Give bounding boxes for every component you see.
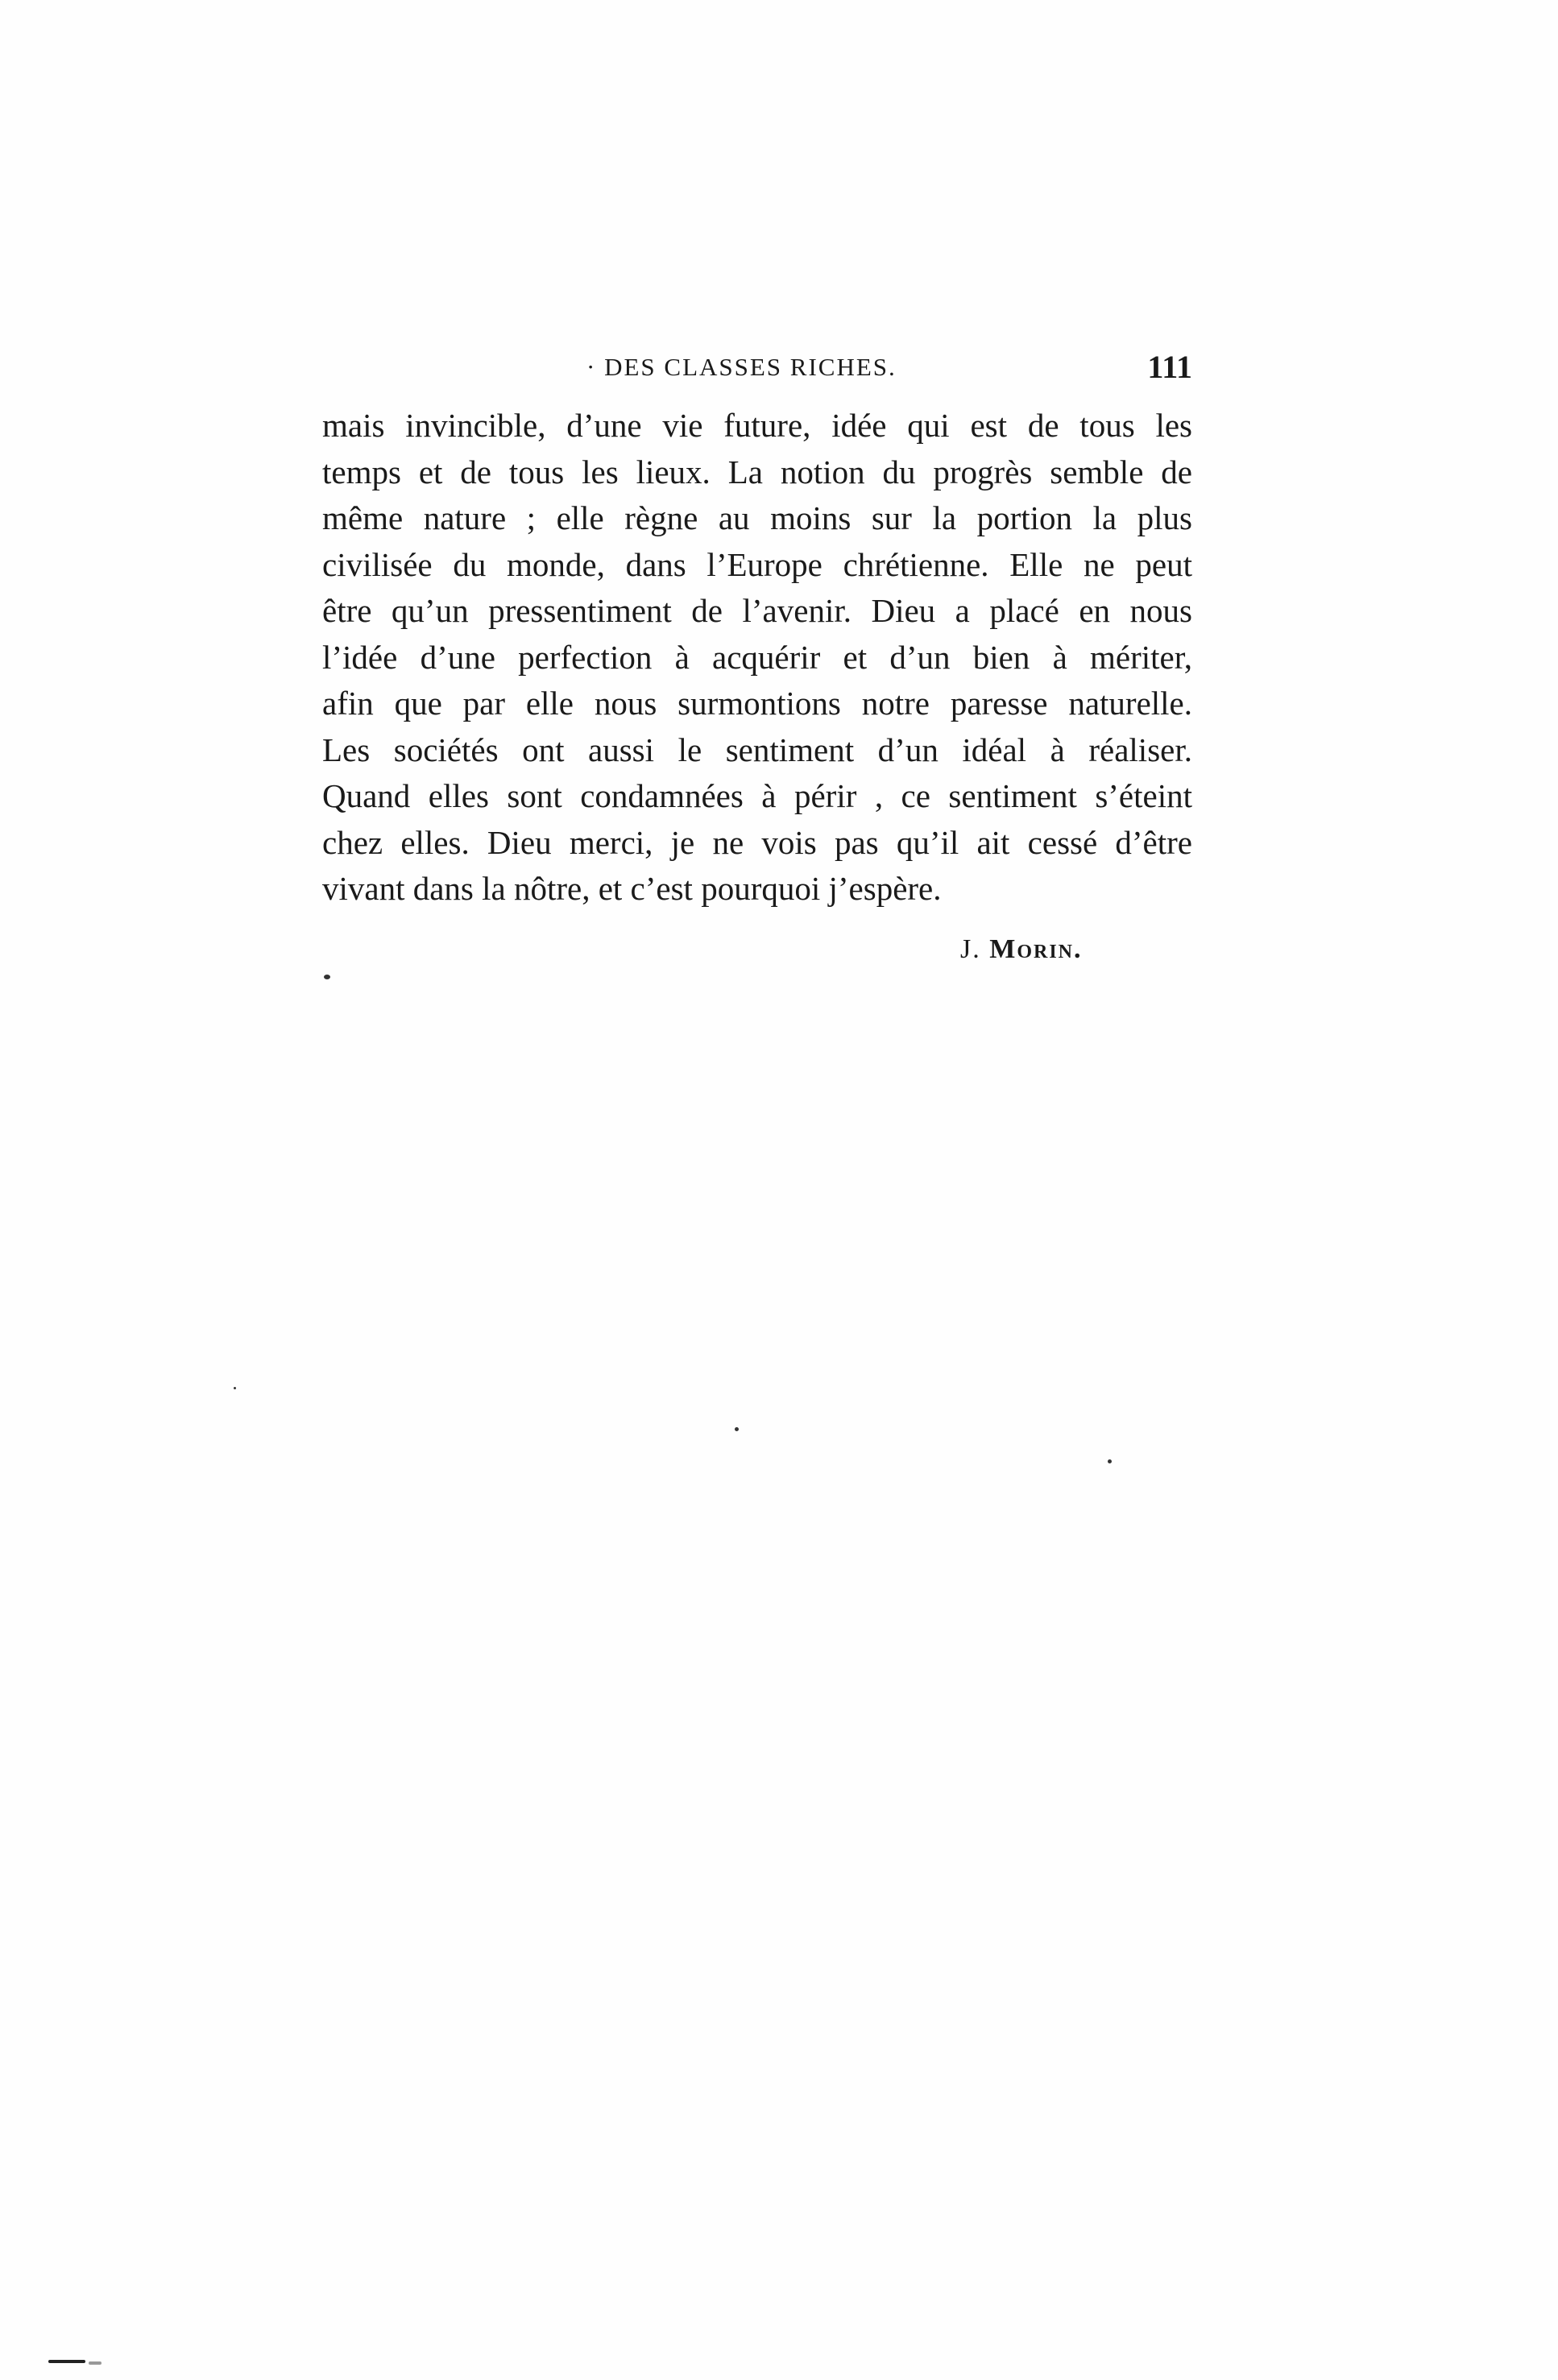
author-signature <box>960 934 1083 965</box>
text-line: chez elles. Dieu merci, je ne vois pas qu’il ait cessé d’être <box>322 823 1192 861</box>
running-head <box>322 348 1192 396</box>
text-line: être qu’un pressentiment de l’avenir. Dieu a placé en nous <box>322 592 1192 629</box>
signature-initial: J. <box>960 934 981 964</box>
text-line: mais invincible, d’une vie future, idée qui est de tous les <box>322 407 1192 444</box>
text-line: vivant dans la nôtre, et c’est pourquoi j’espère. <box>322 870 942 907</box>
text-line: afin que par elle nous surmontions notre paresse naturelle. <box>322 685 1192 722</box>
scan-speck <box>1108 1459 1112 1463</box>
text-line: Les sociétés ont aussi le sentiment d’un idéal à réaliser. <box>322 731 1192 768</box>
scan-mark <box>89 2361 102 2365</box>
body-paragraph <box>322 403 1192 913</box>
running-title: · DES CLASSES RICHES. <box>586 353 897 381</box>
text-line: même nature ; elle règne au moins sur la portion la plus <box>322 499 1192 536</box>
text-line: temps et de tous les lieux. La notion du progrès semble de <box>322 453 1192 490</box>
scan-speck <box>735 1427 739 1431</box>
signature-name: Morin. <box>989 934 1083 964</box>
scan-mark <box>48 2360 85 2363</box>
scan-speck <box>234 1387 236 1389</box>
page-number: 111 <box>1147 349 1192 385</box>
scan-speck <box>324 975 330 979</box>
text-line: Quand elles sont condamnées à périr , ce sentiment s’éteint <box>322 777 1192 814</box>
text-line: civilisée du monde, dans l’Europe chrétienne. Elle ne peut <box>322 545 1192 583</box>
text-line: l’idée d’une perfection à acquérir et d’un bien à mériter, <box>322 638 1192 676</box>
